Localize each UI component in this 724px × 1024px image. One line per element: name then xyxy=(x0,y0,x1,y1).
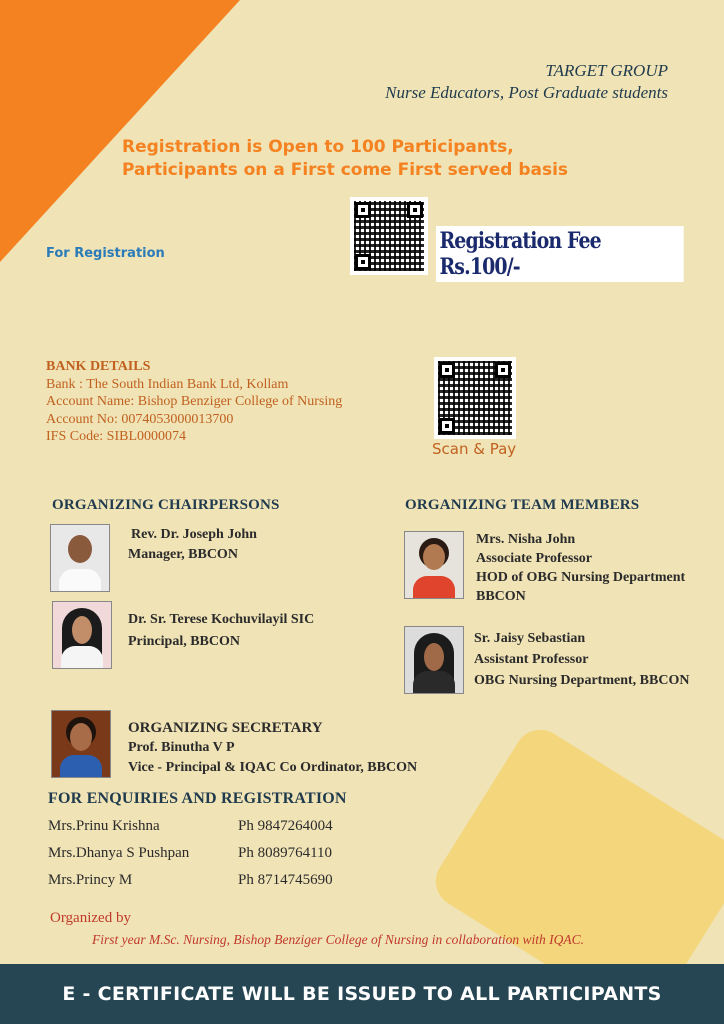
target-heading: TARGET GROUP xyxy=(545,61,668,80)
chairperson-role-1: Manager, BBCON xyxy=(128,547,238,562)
chairpersons-heading: ORGANIZING CHAIRPERSONS xyxy=(52,497,280,513)
secretary-heading: ORGANIZING SECRETARY xyxy=(128,720,323,736)
team-member-title-1: Associate Professor xyxy=(476,551,592,566)
team-member-name-2: Sr. Jaisy Sebastian xyxy=(474,631,586,646)
orange-corner-decoration xyxy=(0,0,240,262)
contact-row-1 xyxy=(48,818,333,835)
chairperson-role-2: Principal, BBCON xyxy=(128,634,241,649)
team-member-name-1: Mrs. Nisha John xyxy=(476,532,576,547)
contact-name-3: Mrs.Princy M xyxy=(48,872,133,888)
footer-text: E - CERTIFICATE WILL BE ISSUED TO ALL PARTICIPANTS xyxy=(62,983,662,1005)
chairperson-photo-1 xyxy=(50,524,110,592)
registration-notice xyxy=(122,136,568,182)
team-member-dept-1: HOD of OBG Nursing Department xyxy=(476,570,686,585)
contact-row-2 xyxy=(48,845,333,862)
team-member-title-2: Assistant Professor xyxy=(474,652,589,667)
enquiries-heading: FOR ENQUIRIES AND REGISTRATION xyxy=(48,790,347,807)
target-audience: Nurse Educators, Post Graduate students xyxy=(385,83,668,102)
account-number: Account No: 0074053000013700 xyxy=(46,411,234,427)
registration-line-1: Registration is Open to 100 Participants, xyxy=(122,137,514,157)
organized-by-label: Organized by xyxy=(50,910,131,926)
chairperson-name-2: Dr. Sr. Terese Kochuvilayil SIC xyxy=(128,612,315,627)
footer-banner xyxy=(0,964,724,1024)
contact-row-3 xyxy=(48,872,333,889)
team-member-photo-1 xyxy=(404,531,464,599)
payment-qr-code[interactable] xyxy=(434,357,516,439)
bank-name: Bank : The South Indian Bank Ltd, Kollam xyxy=(46,376,289,392)
contact-phone-3[interactable]: Ph 8714745690 xyxy=(238,872,333,888)
target-group xyxy=(385,60,668,104)
team-member-dept-2: OBG Nursing Department, BBCON xyxy=(474,673,690,688)
account-name: Account Name: Bishop Benziger College of Nursing xyxy=(46,394,343,409)
team-member-photo-2 xyxy=(404,626,464,694)
team-member-1 xyxy=(476,530,685,606)
registration-qr-code[interactable] xyxy=(350,197,428,275)
organizing-secretary xyxy=(128,718,417,778)
contact-phone-2[interactable]: Ph 8089764110 xyxy=(238,845,333,861)
scan-and-pay-label: Scan & Pay xyxy=(432,440,517,458)
contact-name-1: Mrs.Prinu Krishna xyxy=(48,818,160,834)
secretary-photo xyxy=(51,710,111,778)
ifs-code: IFS Code: SIBL0000074 xyxy=(46,429,187,444)
bank-heading: BANK DETAILS xyxy=(46,359,151,374)
chairperson-name-1: Rev. Dr. Joseph John xyxy=(131,527,257,542)
team-member-org-1: BBCON xyxy=(476,589,526,604)
contact-name-2: Mrs.Dhanya S Pushpan xyxy=(48,845,190,861)
team-member-2 xyxy=(474,628,689,691)
chairperson-photo-2 xyxy=(52,601,112,669)
for-registration-label: For Registration xyxy=(46,246,165,261)
team-heading: ORGANIZING TEAM MEMBERS xyxy=(405,497,640,513)
registration-fee: Registration Fee Rs.100/- xyxy=(436,226,684,282)
contact-phone-1[interactable]: Ph 9847264004 xyxy=(238,818,333,834)
bank-details xyxy=(46,358,342,446)
registration-line-2: Participants on a First come First served basis xyxy=(122,160,569,180)
organized-by-line: First year M.Sc. Nursing, Bishop Benziger College of Nursing in collaboration with IQAC. xyxy=(92,932,584,947)
secretary-name: Prof. Binutha V P xyxy=(128,740,235,755)
secretary-role: Vice - Principal & IQAC Co Ordinator, BBCON xyxy=(128,760,418,775)
